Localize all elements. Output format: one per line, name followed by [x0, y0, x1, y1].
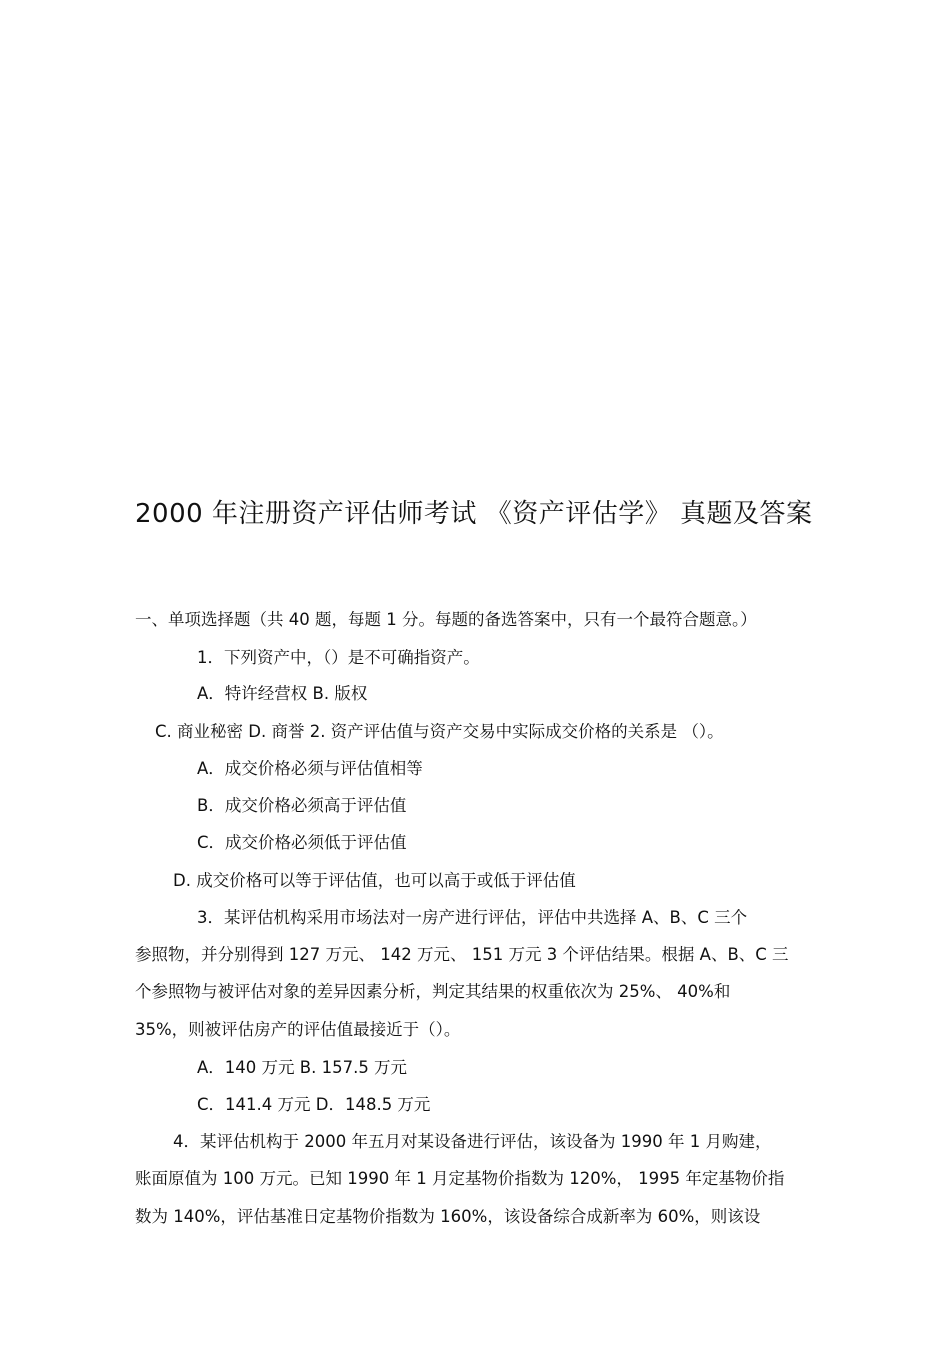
question-3-line-1: 3．某评估机构采用市场法对一房产进行评估，评估中共选择 A、B、C 三个: [197, 908, 748, 927]
question-4-line-2: 账面原值为 100 万元。已知 1990 年 1 月定基物价指数为 120%， 1995 年定基物价指: [135, 1169, 785, 1188]
section-heading: 一、单项选择题（共 40 题，每题 1 分。每题的备选答案中，只有一个最符合题意。）: [135, 610, 757, 629]
document-title: 2000 年注册资产评估师考试 《资产评估学》 真题及答案: [135, 499, 813, 529]
question-2-option-c: C．成交价格必须低于评估值: [197, 833, 407, 852]
question-3-options-ab: A．140 万元 B. 157.5 万元: [197, 1058, 408, 1077]
question-4-line-3: 数为 140%，评估基准日定基物价指数为 160%，该设备综合成新率为 60%，则该设: [135, 1207, 761, 1226]
question-1-options-ab: A．特许经营权 B. 版权: [197, 684, 368, 703]
question-3-line-4: 35%，则被评估房产的评估值最接近于（）。: [135, 1020, 461, 1039]
question-1-options-cd-question-2: C. 商业秘密 D. 商誉 2. 资产评估值与资产交易中实际成交价格的关系是 （）。: [155, 722, 724, 741]
question-3-line-2: 参照物，并分别得到 127 万元、 142 万元、 151 万元 3 个评估结果。根据 A、B、C 三: [135, 945, 789, 964]
question-3-line-3: 个参照物与被评估对象的差异因素分析，判定其结果的权重依次为 25%、 40%和: [135, 982, 731, 1001]
question-1: 1．下列资产中，（）是不可确指资产。: [197, 648, 480, 667]
question-4-line-1: 4．某评估机构于 2000 年五月对某设备进行评估，该设备为 1990 年 1 月购建，: [173, 1132, 772, 1151]
question-2-option-d: D. 成交价格可以等于评估值，也可以高于或低于评估值: [173, 871, 576, 890]
question-2-option-a: A．成交价格必须与评估值相等: [197, 759, 423, 778]
question-3-options-cd: C．141.4 万元 D．148.5 万元: [197, 1095, 431, 1114]
question-2-option-b: B．成交价格必须高于评估值: [197, 796, 407, 815]
